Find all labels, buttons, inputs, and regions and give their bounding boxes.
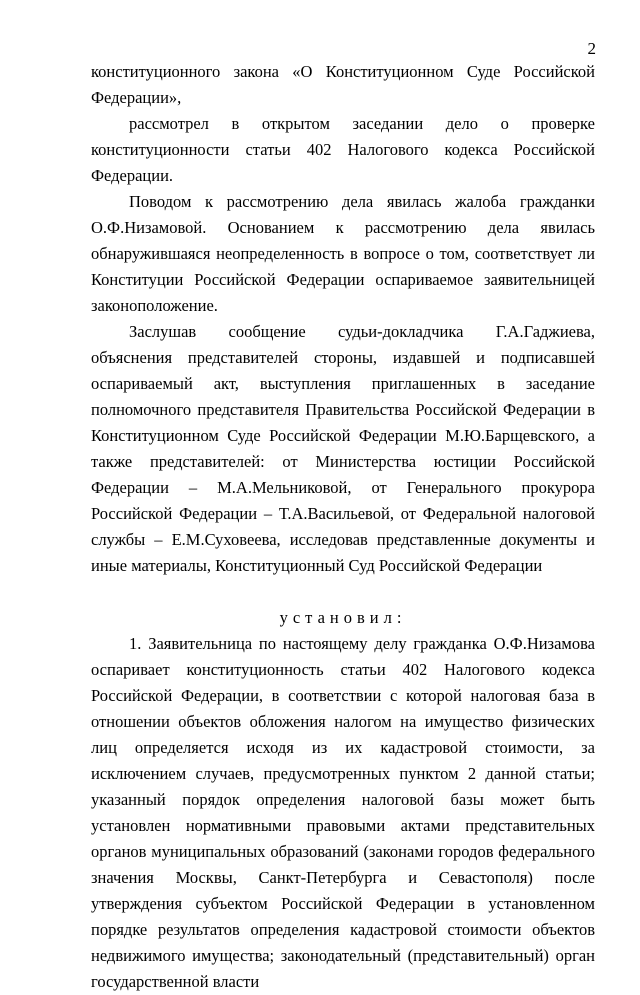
- paragraph-item-1: 1. Заявительница по настоящему делу гражданка О.Ф.Низамова оспаривает конституционность статьи 402 Налогового кодекса Российской Федерации, в соответствии с которой налоговая база в отношении объектов обложения налогом на имущество физических лиц определяется исходя из их кадастровой стоимости, за исключением случаев, предусмотренных пунктом 2 данной статьи; указанный порядок определения налоговой базы может быть установлен нормативными правовыми актами представительных органов муниципальных образований (законами городов федерального значения Москвы, Санкт-Петербурга и Севастополя) после утверждения субъектом Российской Федерации в установленном порядке результатов определения кадастровой стоимости объектов недвижимого имущества; законодательный (представительный) орган государственной власти: [91, 634, 595, 991]
- paragraph-reason: Поводом к рассмотрению дела явилась жалоба гражданки О.Ф.Низамовой. Основанием к рассмотрению дела явилась обнаружившаяся неопределенность в вопросе о том, соответствует ли Конституции Российской Федерации оспариваемое заявительницей законоположение.: [91, 192, 595, 315]
- section-heading: установил:: [279, 608, 407, 627]
- paragraph-continuation: конституционного закона «О Конституционном Суде Российской Федерации»,: [91, 62, 595, 107]
- paragraph-considered: рассмотрел в открытом заседании дело о проверке конституционности статьи 402 Налогового кодекса Российской Федерации.: [91, 114, 595, 185]
- document-body: [91, 59, 595, 995]
- page-number: 2: [587, 39, 596, 58]
- paragraph-hearing: Заслушав сообщение судьи-докладчика Г.А.Гаджиева, объяснения представителей стороны, издавшей и подписавшей оспариваемый акт, выступления приглашенных в заседание полномочного представителя Правительства Российской Федерации в Конституционном Суде Российской Федерации М.Ю.Барщевского, а также представителей: от Министерства юстиции Российской Федерации – М.А.Мельниковой, от Генерального прокурора Российской Федерации – Т.А.Васильевой, от Федеральной налоговой службы – Е.М.Суховеева, исследовав представленные документы и иные материалы, Конституционный Суд Российской Федерации: [91, 322, 595, 575]
